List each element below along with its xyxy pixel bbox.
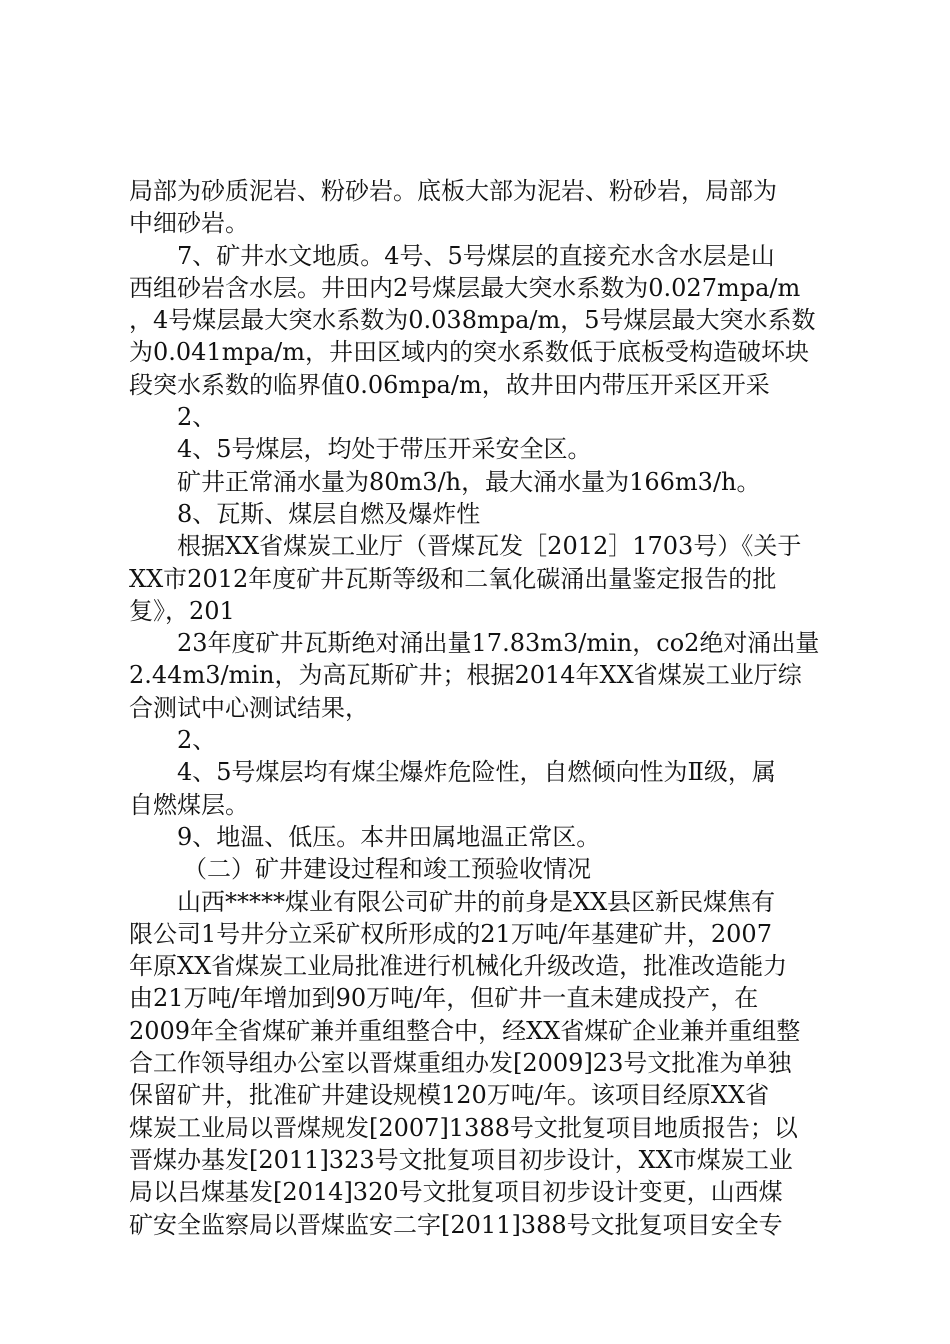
text-line: 局部为砂质泥岩、粉砂岩。底板大部为泥岩、粉砂岩，局部为 — [129, 177, 777, 205]
text-line: 2、 — [177, 403, 217, 432]
text-line: 矿安全监察局以晋煤监安二字[2011]388号文批复项目安全专 — [129, 1210, 783, 1239]
text-line: XX市2012年度矿井瓦斯等级和二氧化碳涌出量鉴定报告的批 — [129, 564, 777, 593]
text-line: 合工作领导组办公室以晋煤重组办发[2009]23号文批准为单独 — [129, 1049, 792, 1078]
text-line: 山西*****煤业有限公司矿井的前身是XX县区新民煤焦有 — [177, 887, 776, 916]
text-line: 中细砂岩。 — [129, 209, 249, 238]
text-line: 保留矿井，批准矿井建设规模120万吨/年。该项目经原XX省 — [129, 1081, 770, 1110]
text-line: 4、5号煤层均有煤尘爆炸危险性，自燃倾向性为Ⅱ级，属 — [177, 758, 776, 787]
text-line: 2、 — [177, 726, 217, 755]
text-line: 2.44m3/min，为高瓦斯矿井；根据2014年XX省煤炭工业厅综 — [129, 661, 802, 690]
section-heading: （二）矿井建设过程和竣工预验收情况 — [183, 855, 591, 884]
text-line: 局以吕煤基发[2014]320号文批复项目初步设计变更，山西煤 — [129, 1178, 783, 1207]
text-line: 煤炭工业局以晋煤规发[2007]1388号文批复项目地质报告；以 — [129, 1113, 798, 1142]
text-line: 自燃煤层。 — [129, 790, 249, 819]
text-line: 8、瓦斯、煤层自燃及爆炸性 — [177, 499, 481, 528]
text-line: 矿井正常涌水量为80m3/h，最大涌水量为166m3/h。 — [177, 467, 761, 496]
text-line: 复》，201 — [129, 596, 235, 625]
text-line: 23年度矿井瓦斯绝对涌出量17.83m3/min，co2绝对涌出量 — [177, 629, 820, 658]
text-line: 年原XX省煤炭工业局批准进行机械化升级改造，批准改造能力 — [129, 952, 788, 981]
text-line: 段突水系数的临界值0.06mpa/m，故井田内带压开采区开采 — [129, 370, 770, 399]
text-line: 2009年全省煤矿兼并重组整合中，经XX省煤矿企业兼并重组整 — [129, 1016, 801, 1045]
text-line: 由21万吨/年增加到90万吨/年，但矿井一直未建成投产，在 — [129, 984, 759, 1013]
text-line: 4、5号煤层，均处于带压开采安全区。 — [177, 435, 592, 464]
text-line: 限公司1号井分立采矿权所形成的21万吨/年基建矿井，2007 — [129, 919, 772, 948]
text-line: 西组砂岩含水层。井田内2号煤层最大突水系数为0.027mpa/m — [129, 273, 801, 302]
text-line: ，4号煤层最大突水系数为0.038mpa/m，5号煤层最大突水系数 — [129, 306, 816, 335]
text-line: 9、地温、低压。本井田属地温正常区。 — [177, 822, 601, 851]
text-line: 为0.041mpa/m，井田区域内的突水系数低于底板受构造破坏块 — [129, 338, 809, 367]
text-line: 合测试中心测试结果， — [129, 693, 369, 722]
document-body — [129, 175, 834, 1241]
text-line: 晋煤办基发[2011]323号文批复项目初步设计，XX市煤炭工业 — [129, 1145, 793, 1174]
text-line: 根据XX省煤炭工业厅（晋煤瓦发［2012］1703号）《关于 — [177, 532, 802, 561]
text-line: 7、矿井水文地质。4号、5号煤层的直接充水含水层是山 — [177, 241, 775, 270]
